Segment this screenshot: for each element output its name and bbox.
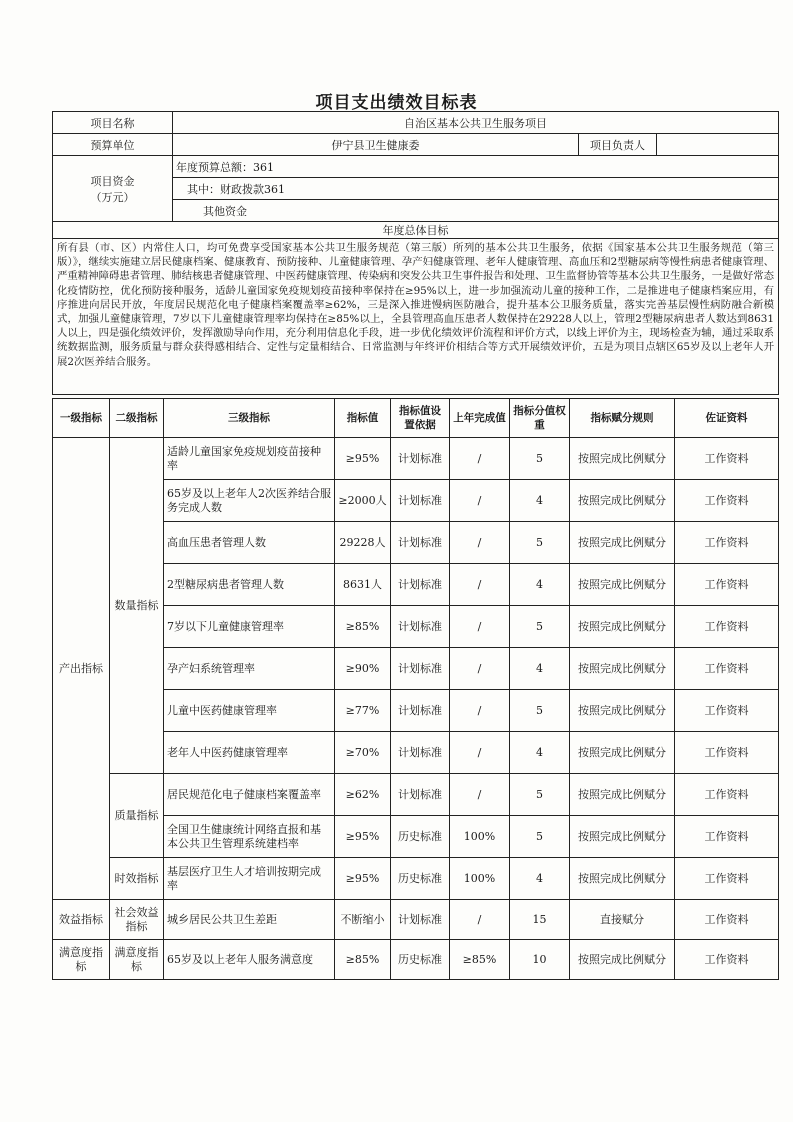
indicator-rule: 按照完成比例赋分 [570,940,675,980]
indicator-evidence: 工作资料 [675,690,779,732]
indicator-basis: 计划标准 [391,522,450,564]
indicator-last-year: / [450,522,510,564]
indicator-name: 2型糖尿病患者管理人数 [164,564,335,606]
indicator-evidence: 工作资料 [675,438,779,480]
indicator-last-year: / [450,480,510,522]
indicator-weight: 4 [510,480,570,522]
indicator-value: 29228人 [335,522,391,564]
annual-goal-text: 所有县（市、区）内常住人口，均可免费享受国家基本公共卫生服务规范（第三版）所列的基本公共卫生服务，依据《国家基本公共卫生服务规范（第三版）》，继续实施建立居民健康档案、健康教育、预防接种、儿童健康管理、孕产妇健康管理、老年人健康管理、高血压和2型糖尿病等慢性病患者健康管理、严重精神障碍患者管理、肺结核患者健康管理、中医药健康管理、传染病和突发公共卫生事件报告和处理、卫生监督协管等基本公共卫生服务，一是做好常态化疫情防控，优化预防接种服务，适龄儿童国家免疫规划疫苗接种率保持在≥95%以上，进一步加强流动儿童的接种工作，二是推进电子健康档案应用，有序推进向居民开放，年度居民规范化电子健康档案覆盖率≥62%，三是深入推进慢病医防融合，提升基本公卫服务质量，落实完善基层慢性病防融合新模式，加强儿童健康管理，7岁以下儿童健康管理率均保持在≥85%以上，全县管理高血压患者人数保持在29228人以上，管理2型糖尿病患者人数达到8631人以上，四是强化绩效评价，发挥激励导向作用，充分利用信息化手段，进一步优化绩效评价流程和评价方式，以线上评价为主，现场检查为辅，通过采取系统数据监测，服务质量与群众获得感相结合、定性与定量相结合、日常监测与年终评价相结合等方式开展绩效评价，五是为项目点辖区65岁及以上老年人开展2次医养结合服务。 [53,239,779,395]
level1-output: 产出指标 [53,438,110,900]
indicator-basis: 计划标准 [391,774,450,816]
indicator-weight: 5 [510,606,570,648]
header-value: 指标值 [335,399,391,438]
indicator-last-year: 100% [450,858,510,900]
header-evidence: 佐证资料 [675,399,779,438]
table-row [53,940,779,980]
level2-quality: 质量指标 [110,774,164,858]
indicator-last-year: / [450,900,510,940]
indicator-value: ≥85% [335,606,391,648]
indicator-last-year: / [450,774,510,816]
indicator-basis: 计划标准 [391,606,450,648]
indicator-last-year: / [450,732,510,774]
indicator-basis: 历史标准 [391,940,450,980]
indicator-evidence: 工作资料 [675,606,779,648]
level2-social: 社会效益指标 [110,900,164,940]
indicator-name: 孕产妇系统管理率 [164,648,335,690]
header-rule: 指标赋分规则 [570,399,675,438]
indicator-weight: 5 [510,816,570,858]
indicator-last-year: / [450,690,510,732]
indicator-weight: 4 [510,732,570,774]
header-weight: 指标分值权重 [510,399,570,438]
header-level1: 一级指标 [53,399,110,438]
indicator-rule: 直接赋分 [570,900,675,940]
indicator-last-year: / [450,564,510,606]
indicator-value: ≥62% [335,774,391,816]
indicator-evidence: 工作资料 [675,648,779,690]
indicator-name: 居民规范化电子健康档案覆盖率 [164,774,335,816]
indicator-name: 儿童中医药健康管理率 [164,690,335,732]
indicator-weight: 4 [510,564,570,606]
header-last-year: 上年完成值 [450,399,510,438]
indicator-basis: 历史标准 [391,816,450,858]
header-level2: 二级指标 [110,399,164,438]
budget-unit-label: 预算单位 [53,134,173,156]
indicator-basis: 计划标准 [391,732,450,774]
table-row [53,900,779,940]
indicator-evidence: 工作资料 [675,522,779,564]
page-title: 项目支出绩效目标表 [315,93,478,113]
indicator-basis: 计划标准 [391,900,450,940]
indicator-last-year: / [450,648,510,690]
indicator-rule: 按照完成比例赋分 [570,480,675,522]
fiscal-funds: 其中：财政拨款361 [173,178,779,200]
indicator-weight: 5 [510,690,570,732]
indicator-evidence: 工作资料 [675,816,779,858]
budget-unit-value: 伊宁县卫生健康委 [173,134,579,156]
table-row [53,858,779,900]
annual-goal-label: 年度总体目标 [53,222,779,239]
indicator-value: ≥95% [335,438,391,480]
project-funds-label [53,156,173,222]
indicator-weight: 5 [510,522,570,564]
indicator-value: ≥95% [335,816,391,858]
indicator-weight: 10 [510,940,570,980]
indicator-weight: 5 [510,438,570,480]
indicator-name: 城乡居民公共卫生差距 [164,900,335,940]
indicator-last-year: / [450,438,510,480]
indicator-evidence: 工作资料 [675,900,779,940]
indicator-name: 适龄儿童国家免疫规划疫苗接种率 [164,438,335,480]
indicator-evidence: 工作资料 [675,774,779,816]
indicator-value: ≥77% [335,690,391,732]
indicator-evidence: 工作资料 [675,858,779,900]
indicator-value: ≥95% [335,858,391,900]
indicator-value: ≥85% [335,940,391,980]
table-row [53,438,779,480]
table-row [53,774,779,816]
indicator-rule: 按照完成比例赋分 [570,732,675,774]
indicator-last-year: 100% [450,816,510,858]
funds-label-line1: 项目资金 [90,174,135,188]
indicator-name: 65岁及以上老年人2次医养结合服务完成人数 [164,480,335,522]
performance-indicator-table [52,398,779,980]
project-name-value: 自治区基本公共卫生服务项目 [173,112,779,134]
indicator-rule: 按照完成比例赋分 [570,522,675,564]
indicator-value: ≥70% [335,732,391,774]
indicator-name: 7岁以下儿童健康管理率 [164,606,335,648]
level1-benefit: 效益指标 [53,900,110,940]
project-leader-value [657,134,779,156]
header-basis: 指标值设置依据 [391,399,450,438]
indicator-basis: 计划标准 [391,690,450,732]
level2-timeliness: 时效指标 [110,858,164,900]
header-level3: 三级指标 [164,399,335,438]
indicator-rule: 按照完成比例赋分 [570,438,675,480]
indicator-value: ≥2000人 [335,480,391,522]
level2-satisfaction: 满意度指标 [110,940,164,980]
funds-label-line2: （万元） [90,190,135,204]
project-name-label: 项目名称 [53,112,173,134]
indicator-rule: 按照完成比例赋分 [570,564,675,606]
indicator-weight: 4 [510,858,570,900]
indicator-rule: 按照完成比例赋分 [570,648,675,690]
project-info-table [52,111,779,395]
indicator-evidence: 工作资料 [675,732,779,774]
indicator-name: 65岁及以上老年人服务满意度 [164,940,335,980]
indicator-weight: 15 [510,900,570,940]
table-header-row [53,399,779,438]
level2-quantity: 数量指标 [110,438,164,774]
indicator-basis: 计划标准 [391,480,450,522]
indicator-name: 高血压患者管理人数 [164,522,335,564]
indicator-evidence: 工作资料 [675,940,779,980]
indicator-rule: 按照完成比例赋分 [570,816,675,858]
level1-satisfaction: 满意度指标 [53,940,110,980]
indicator-weight: 4 [510,648,570,690]
indicator-rule: 按照完成比例赋分 [570,858,675,900]
indicator-value: ≥90% [335,648,391,690]
indicator-evidence: 工作资料 [675,564,779,606]
indicator-basis: 计划标准 [391,438,450,480]
indicator-weight: 5 [510,774,570,816]
indicator-last-year: ≥85% [450,940,510,980]
indicator-rule: 按照完成比例赋分 [570,606,675,648]
indicator-evidence: 工作资料 [675,480,779,522]
project-leader-label: 项目负责人 [579,134,657,156]
indicator-basis: 计划标准 [391,648,450,690]
indicator-name: 基层医疗卫生人才培训按期完成率 [164,858,335,900]
indicator-basis: 计划标准 [391,564,450,606]
indicator-rule: 按照完成比例赋分 [570,774,675,816]
other-funds: 其他资金 [173,200,779,222]
annual-budget-total: 年度预算总额：361 [173,156,779,178]
indicator-name: 老年人中医药健康管理率 [164,732,335,774]
indicator-value: 8631人 [335,564,391,606]
indicator-name: 全国卫生健康统计网络直报和基本公共卫生管理系统建档率 [164,816,335,858]
indicator-value: 不断缩小 [335,900,391,940]
indicator-rule: 按照完成比例赋分 [570,690,675,732]
indicator-basis: 历史标准 [391,858,450,900]
indicator-last-year: / [450,606,510,648]
